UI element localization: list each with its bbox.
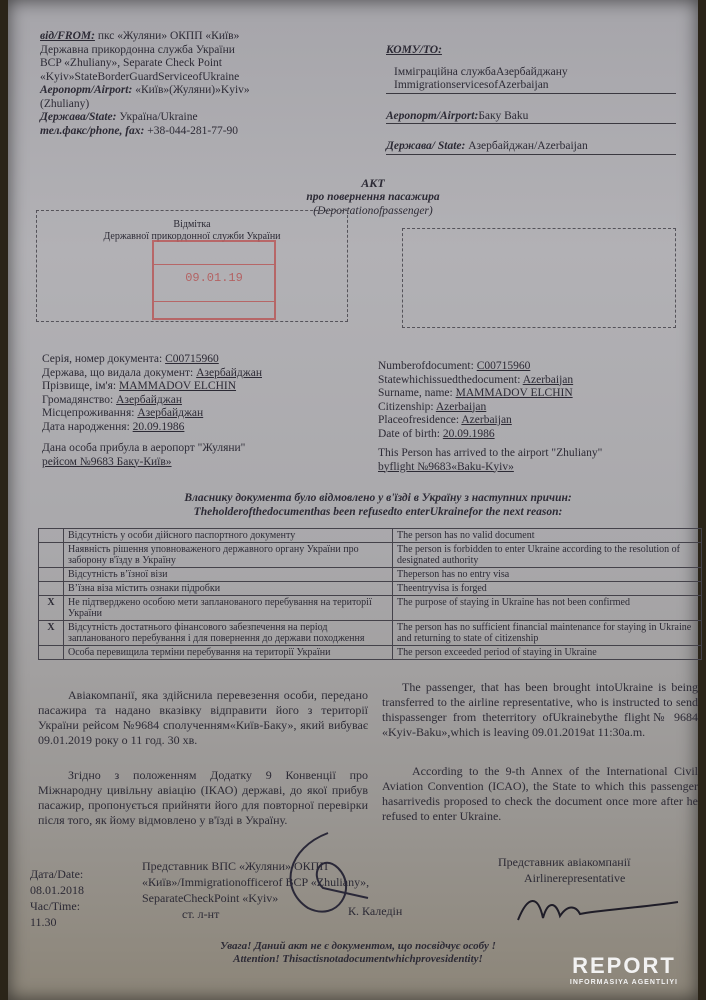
reason-en: The person has no valid document <box>393 529 702 543</box>
attention-en: Attention! Thisactisnotadocumentwhichprovesidentity! <box>233 953 483 965</box>
rep-line1: Представник ВПС «Жуляни» ОКПП <box>142 859 328 873</box>
watermark-sub: INFORMASIYA AGENTLIYI <box>569 979 678 986</box>
reason-ua: В’їзна віза містить ознаки підробки <box>64 582 393 596</box>
ua-residence: Азербайджан <box>137 407 204 419</box>
en-state: Azerbaijan <box>522 373 574 386</box>
table-row <box>39 646 702 660</box>
footer-date-time <box>30 866 130 930</box>
from-line3: BCP «Zhuliany», Separate Check Point <box>40 57 222 69</box>
to-label: КОМУ/TO: <box>386 44 442 56</box>
en-flight: byflight №9683«Baku-Kyiv» <box>378 460 514 473</box>
reason-ua: Відсутність в’їзної візи <box>64 568 393 582</box>
title-sub-en: (Deportationofpassenger) <box>313 204 433 217</box>
en-name-label: Surname, name: <box>378 387 453 399</box>
title-sub: про повернення пасажира <box>306 191 440 203</box>
to-line1: Імміграційна службаАзербайджану <box>394 65 568 78</box>
stamp-caption2: Державної прикордонної служби України <box>103 231 281 242</box>
from-line2: Державна прикордонна служба України <box>40 43 235 56</box>
ua-dob: 20.09.1986 <box>132 420 185 433</box>
ua-residence-label: Місцепроживання: <box>42 407 135 419</box>
footer-airline <box>498 854 688 886</box>
time-label: Час/Time: <box>30 899 81 913</box>
reason-en: The purpose of staying in Ukraine has not been confirmed <box>393 596 702 621</box>
date-value: 08.01.2018 <box>30 883 84 897</box>
airline-line1: Представник авіакомпанії <box>498 855 631 869</box>
airline-signature <box>508 890 688 930</box>
ua-arrived: Дана особа прибула в аеропорт "Жуляни" <box>42 442 246 454</box>
en-dob: 20.09.1986 <box>442 427 495 440</box>
para1-en: The passenger, that has been brought intoUkraine is being transferred to the airline representative, who is instructed to send thispassenger from theterritory ofUkrainebythe flight№ 9684 «Kyiv-Baku»,which is leaving 09.01.2019at 11:30a.m. <box>382 680 698 739</box>
ua-dob-label: Дата народження: <box>42 420 130 433</box>
reasons-table <box>38 528 702 660</box>
to-airport: Баку Baku <box>478 109 529 122</box>
to-state: Азербайджан/Azerbaijan <box>468 140 588 152</box>
from-line4: «Kyiv»StateBorderGuardServiceofUkraine <box>40 70 240 83</box>
stamp-date: 09.01.19 <box>185 271 243 285</box>
reason-mark <box>39 543 64 568</box>
en-residence: Azerbaijan <box>461 414 512 426</box>
reason-mark <box>39 582 64 596</box>
date-label: Дата/Date: <box>30 867 84 881</box>
rep-line2: «Київ»/Immigrationofficerof BCP «Zhuliany», <box>142 875 370 889</box>
deportation-act-document <box>8 0 698 1000</box>
from-state-label: Держава/State: <box>40 111 117 123</box>
en-dob-label: Date of birth: <box>378 427 440 440</box>
table-row <box>39 568 702 582</box>
reason-mark <box>39 529 64 543</box>
person-ua <box>42 353 372 469</box>
reason-en: Theperson has no entry visa <box>393 568 702 582</box>
reason-mark <box>39 568 64 582</box>
reason-ua: Відсутність достатнього фінансового забезпечення на період запланованого перебування і для повернення до держави походження <box>64 621 393 646</box>
to-airport-label: Аеропорт/Airport: <box>386 109 479 122</box>
time-value: 11.30 <box>30 915 57 929</box>
border-stamp <box>152 240 276 320</box>
report-watermark <box>570 953 678 986</box>
to-block <box>386 44 676 155</box>
en-citizenship-label: Citizenship: <box>378 400 434 413</box>
airline-line2: Airlinerepresentative <box>524 871 626 885</box>
reason-ua: Особа перевищила терміни перебування на території України <box>64 646 393 660</box>
en-state-label: Statewhichissuedthedocument: <box>378 373 521 386</box>
ua-doc-label: Серія, номер документа: <box>42 353 163 365</box>
refusal-ua: Власнику документа було відмовлено у в'їзді в Україну з наступних причин: <box>184 492 572 504</box>
en-doc-label: Numberofdocument: <box>378 360 474 372</box>
from-airport2: (Zhuliany) <box>40 97 90 110</box>
reason-ua: Відсутність у особи дійсного паспортного документу <box>64 529 393 543</box>
rep-name: К. Каледін <box>348 904 403 918</box>
en-arrived: This Person has arrived to the airport "Zhuliany" <box>378 447 603 459</box>
from-label: від/FROM: <box>40 30 95 42</box>
reason-mark: X <box>39 596 64 621</box>
from-state: Україна/Ukraine <box>119 111 198 123</box>
para2-ua: Згідно з положенням Додатку 9 Конвенції про Міжнародну цивільну авіацію (ІКАО) державі, до якої прибув пасажир, пропонується прийняти його для повторної перевірки після того, як йому відмовлено у в'їзді в Україну. <box>38 768 368 827</box>
title-main: АКТ <box>361 176 385 190</box>
en-residence-label: Placeofresidence: <box>378 414 460 426</box>
watermark-name: REPORT <box>572 953 676 978</box>
to-line2: ImmigrationservicesofAzerbaijan <box>386 79 676 94</box>
table-row <box>39 621 702 646</box>
from-line1: пкс «Жуляни» ОКПП «Київ» <box>97 30 240 42</box>
ua-name-label: Прізвище, ім'я: <box>42 380 117 392</box>
from-phone: +38-044-281-77-90 <box>147 124 239 137</box>
reason-ua: Не підтверджено особою мети запланованого перебування на території України <box>64 596 393 621</box>
table-row <box>39 596 702 621</box>
reason-ua: Наявність рішення уповноваженого державного органу України про заборону в'їзду в Україну <box>64 543 393 568</box>
en-doc: С00715960 <box>476 360 531 372</box>
reason-en: The person exceeded period of staying in Ukraine <box>393 646 702 660</box>
stamp-caption1: Відмітка <box>173 219 211 230</box>
ua-flight: рейсом №9683 Баку-Київ» <box>42 455 172 468</box>
para1-ua: Авіакомпанії, яка здійснила перевезення особи, передано пасажира та надано вказівку відправити його з території України рейсом №9684 сполученням«Київ-Баку», який вибуває 09.01.2019 року о 11 год. 30 хв. <box>38 688 368 747</box>
reason-mark <box>39 646 64 660</box>
ua-state: Азербайджан <box>196 366 262 379</box>
officer-signature <box>268 828 388 918</box>
reason-en: The person is forbidden to enter Ukraine according to the resolution of designated authority <box>393 543 702 568</box>
to-state-label: Держава/ State: <box>386 140 466 152</box>
table-row <box>39 543 702 568</box>
from-phone-label: тел.факс/phone, fax: <box>40 124 145 137</box>
ua-citizenship: Азербайджан <box>116 393 182 406</box>
attention-ua: Увага! Даний акт не є документом, що посвідчує особу ! <box>220 940 496 952</box>
from-airport-label: Аеропорт/Airport: <box>40 84 133 96</box>
en-name: MAMMADOV ELCHIN <box>455 387 573 399</box>
attention-block <box>138 940 578 966</box>
ua-name: MAMMADOV ELCHIN <box>119 380 237 392</box>
ua-state-label: Держава, що видала документ: <box>42 366 194 379</box>
rep-rank: ст. л-нт <box>182 907 220 921</box>
person-en <box>378 360 698 474</box>
second-stamp-box <box>402 228 676 328</box>
table-row <box>39 529 702 543</box>
from-block <box>40 30 360 138</box>
rep-line3: SeparateCheckPoint «Kyiv» <box>142 891 279 905</box>
reason-en: Theentryvisa is forged <box>393 582 702 596</box>
para2-en: According to the 9-th Annex of the International Civil Aviation Convention (ICAO), the State to which this passenger hasarrivedis proposed to check the document once more after he refused to enter Ukraine. <box>382 764 698 823</box>
ua-citizenship-label: Громадянство: <box>42 393 114 406</box>
en-citizenship: Azerbaijan <box>435 400 487 413</box>
reason-mark: X <box>39 621 64 646</box>
ua-doc: С00715960 <box>165 353 219 365</box>
reason-en: The person has no sufficient financial maintenance for staying in Ukraine and returning to state of citizenship <box>393 621 702 646</box>
refusal-en: Theholderofthedocumenthas been refusedto enterUkrainefor the next reason: <box>193 506 563 518</box>
table-row <box>39 582 702 596</box>
from-airport: «Київ»(Жуляни)»Kyiv» <box>135 84 250 96</box>
